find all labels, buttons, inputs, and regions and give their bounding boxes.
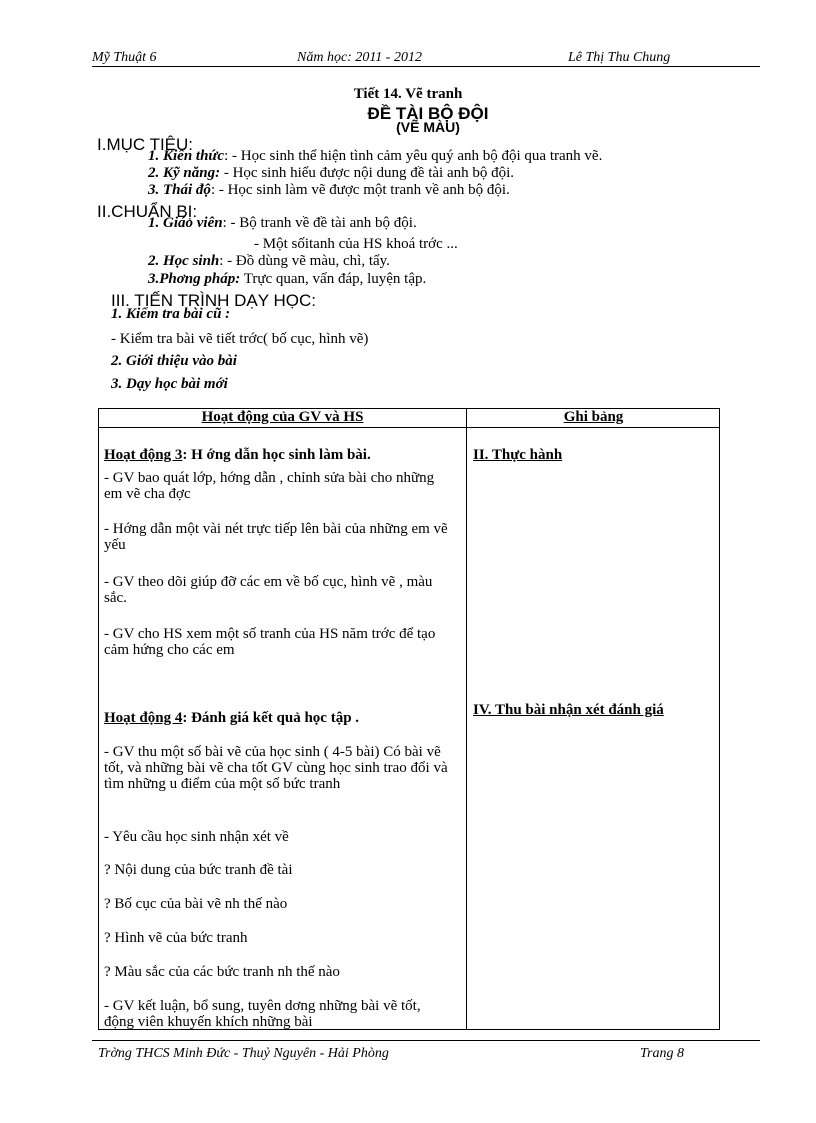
activity-4-line: ? Hình vẽ của bức tranh (104, 930, 248, 946)
preparation-teacher (148, 215, 417, 232)
preparation-method (148, 271, 426, 288)
preparation-heading: II.CHUẨN BỊ: (97, 202, 198, 221)
table-header-divider (99, 427, 719, 428)
table-header-activities: Hoạt động của GV và HS (201, 409, 364, 425)
page-footer (98, 1046, 708, 1062)
activity-4-heading: : Đánh giá kết quả học tập . (182, 710, 360, 726)
objective-text: : - Học sinh thể hiện tình cảm yêu quý anh bộ đội qua tranh vẽ. (224, 148, 603, 164)
teacher-item: : - Bộ tranh về đề tài anh bộ đội. (222, 215, 417, 231)
objective-knowledge (148, 148, 602, 165)
activity-3-title (104, 447, 462, 463)
process-step-2: 2. Giới thiệu vào bài (111, 353, 237, 369)
lesson-table (98, 408, 720, 1030)
objective-text: : - Học sinh làm vẽ được một tranh về anh bộ đội. (210, 182, 510, 198)
footer-rule (92, 1040, 760, 1041)
method-label: 3.Phơng pháp: (148, 271, 241, 287)
objectives-heading: I.MỤC TIÊU: (97, 135, 194, 154)
objective-text: - Học sinh hiểu được nội dung đề tài anh bộ đội. (220, 165, 515, 181)
activity-4-line: ? Bố cục của bài vẽ nh thế nào (104, 896, 288, 912)
process-step-1: 1. Kiểm tra bài cũ : (111, 306, 231, 322)
lesson-period: Tiết 14. Vẽ tranh (353, 86, 463, 102)
header-subject: Mỹ Thuật 6 (92, 50, 157, 65)
footer-school: Trờng THCS Minh Đức - Thuỷ Nguyên - Hải Phòng (98, 1046, 389, 1061)
method-text: Trực quan, vấn đáp, luyện tập. (240, 271, 427, 287)
activity-3-line: - GV bao quát lớp, hớng dẫn , chỉnh sửa bài cho những em vẽ cha đợc (104, 470, 435, 502)
activity-4-title (104, 710, 462, 726)
activity-4-line: ? Nội dung của bức tranh đề tài (104, 862, 293, 878)
board-practice: II. Thực hành (473, 447, 563, 463)
objective-attitude (148, 182, 510, 199)
activity-4-label: Hoạt động 4 (104, 710, 183, 726)
board-review: IV. Thu bài nhận xét đánh giá (473, 702, 664, 718)
lesson-topic: ĐỀ TÀI BỘ ĐỘI (367, 104, 489, 123)
activity-3-heading: : H ớng dẫn học sinh làm bài. (182, 447, 371, 463)
objective-label: 1. Kiến thức (148, 148, 225, 164)
activity-3-line: - GV cho HS xem một số tranh của HS năm trớc để tạo cảm hứng cho các em (104, 626, 436, 658)
process-heading: III. TIẾN TRÌNH DẠY HỌC: (111, 291, 316, 310)
header-teacher: Lê Thị Thu Chung (568, 50, 671, 65)
student-label: 2. Học sinh (148, 253, 220, 269)
activity-4-line: - GV thu một số bài vẽ của học sinh ( 4-5 bài) Có bài vẽ tốt, và những bài vẽ cha tốt GV cùng học sinh trao đổi và tìm những u điểm của một số bức tranh (104, 744, 448, 792)
preparation-student (148, 253, 390, 270)
header-school-year: Năm học: 2011 - 2012 (297, 50, 422, 65)
page-header (92, 50, 760, 66)
objective-label: 2. Kỹ năng: (148, 165, 221, 181)
objective-label: 3. Thái độ (148, 182, 211, 198)
activity-4-line: ? Màu sắc của các bức tranh nh thế nào (104, 964, 340, 980)
activity-3-line: - GV theo dõi giúp đỡ các em về bố cục, hình vẽ , màu sắc. (104, 574, 433, 606)
activity-3-line: - Hớng dẫn một vài nét trực tiếp lên bài của những em vẽ yếu (104, 521, 448, 553)
process-step-1-text: - Kiểm tra bài vẽ tiết trớc( bố cục, hình vẽ) (111, 331, 369, 347)
student-text: : - Đồ dùng vẽ màu, chì, tẩy. (219, 253, 390, 269)
teacher-label: 1. Giáo viên (148, 215, 223, 231)
footer-page-number: Trang 8 (640, 1046, 684, 1061)
activity-4-line: - Yêu cầu học sinh nhận xét về (104, 829, 289, 845)
preparation-teacher-item-2: - Một sốitanh của HS khoá trớc ... (254, 236, 458, 252)
process-step-3: 3. Dạy học bài mới (111, 376, 228, 392)
objective-skill (148, 165, 514, 182)
lesson-subtitle: (VẼ MÀU) (396, 119, 460, 135)
header-rule (92, 66, 760, 67)
activity-4-line: - GV kết luận, bổ sung, tuyên dơng những bài vẽ tốt, động viên khuyến khích những bài (104, 998, 421, 1029)
table-header-board: Ghi bảng (563, 409, 624, 425)
activity-3-label: Hoạt động 3 (104, 447, 183, 463)
table-column-divider (466, 409, 467, 1029)
